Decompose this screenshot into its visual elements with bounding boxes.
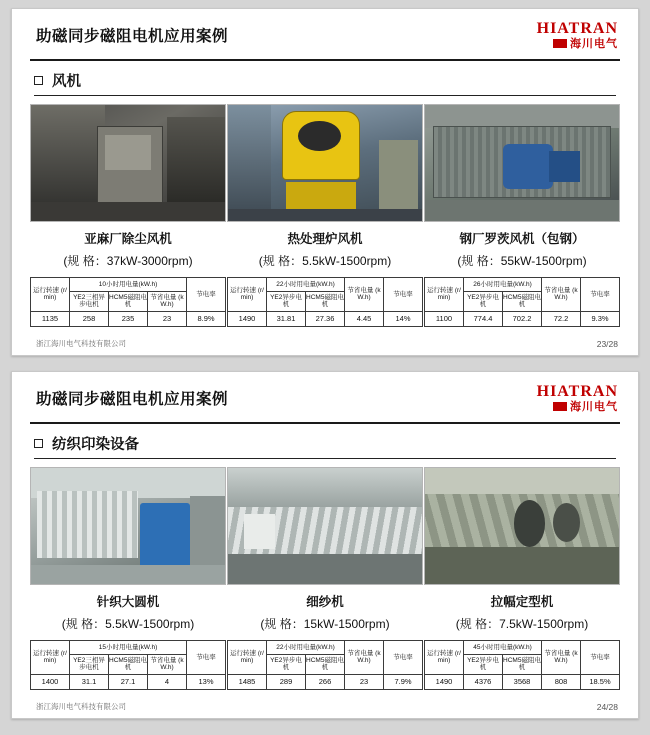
table-header-hcm5: HCM5磁阻电机: [109, 292, 148, 312]
case-caption: 拉幅定型机: [490, 595, 554, 609]
table-group-header: 22小时用电量(kW.h): [267, 641, 345, 655]
square-bullet-icon: [34, 439, 43, 448]
table-header-speed: 运行转速 (r/min): [425, 641, 464, 675]
table-header-rate: 节电率: [581, 278, 620, 312]
case-columns: [30, 104, 620, 327]
stenter-setting-machine-photo: [424, 467, 620, 585]
footer-company: 浙江海川电气科技有限公司: [36, 702, 126, 711]
table-header-hcm5: HCM5磁阻电机: [306, 292, 345, 312]
table-header-ye2: YE2异步电机: [464, 292, 503, 312]
cell-ye2: 31.81: [267, 311, 306, 326]
cell-hcm5: 702.2: [503, 311, 542, 326]
cell-speed: 1100: [425, 311, 464, 326]
cell-hcm5: 27.36: [306, 311, 345, 326]
cell-hcm5: 3568: [503, 674, 542, 689]
logo-text: HIATRAN: [536, 383, 618, 400]
energy-data-table: [424, 277, 620, 327]
case-column: [227, 104, 423, 327]
logo-sub-label: 海川电气: [570, 38, 618, 50]
cell-ye2: 31.1: [70, 674, 109, 689]
table-header-hcm5: HCM5磁阻电机: [306, 655, 345, 675]
cell-ye2: 774.4: [464, 311, 503, 326]
case-caption: 钢厂罗茨风机（包钢）: [459, 232, 585, 246]
table-header-hcm5: HCM5磁阻电机: [109, 655, 148, 675]
table-group-header: 10小时用电量(kW.h): [70, 278, 187, 292]
cell-ye2: 258: [70, 311, 109, 326]
cell-hcm5: 266: [306, 674, 345, 689]
slide-header: [30, 19, 620, 61]
cell-ye2: 4376: [464, 674, 503, 689]
circular-knitting-machine-photo: [30, 467, 226, 585]
case-column: [424, 104, 620, 327]
cell-speed: 1135: [31, 311, 70, 326]
company-logo: [537, 384, 618, 413]
energy-data-table: [30, 277, 226, 327]
table-header-rate: 节电率: [187, 278, 226, 312]
table-header-speed: 运行转速 (r/min): [228, 641, 267, 675]
case-caption: 亚麻厂除尘风机: [84, 232, 172, 246]
cell-saved: 23: [148, 311, 187, 326]
case-column: [227, 467, 423, 690]
cell-saved: 4.45: [345, 311, 384, 326]
table-row: [31, 674, 226, 689]
table-header-ye2: YE2三相异步电机: [70, 292, 109, 312]
case-spec: (规 格：5.5kW-1500rpm): [61, 617, 195, 631]
slide-1: [11, 8, 639, 356]
table-header-speed: 运行转速 (r/min): [31, 641, 70, 675]
table-header-hcm5: HCM5磁阻电机: [503, 292, 542, 312]
page-title: 助磁同步磁阻电机应用案例: [36, 28, 229, 45]
table-header-ye2: YE2异步电机: [464, 655, 503, 675]
case-column: [30, 104, 226, 327]
slide-footer: [36, 701, 618, 712]
cell-rate: 13%: [187, 674, 226, 689]
cell-rate: 7.9%: [384, 674, 423, 689]
cell-hcm5: 27.1: [109, 674, 148, 689]
logo-bar-icon: [553, 39, 567, 48]
footer-company: 浙江海川电气科技有限公司: [36, 339, 126, 348]
table-header-speed: 运行转速 (r/min): [228, 278, 267, 312]
logo-subtext: [537, 402, 618, 413]
case-caption: 热处理炉风机: [287, 232, 363, 246]
table-header-saved: 节省电量 (kW.h): [542, 278, 581, 312]
table-header-saved: 节省电量 (kW.h): [542, 641, 581, 675]
table-group-header: 26小时用电量(kW.h): [464, 278, 542, 292]
cell-saved: 23: [345, 674, 384, 689]
table-header-saved: 节省电量 (kW.h): [148, 292, 187, 312]
heat-treatment-furnace-fan-photo: [227, 104, 423, 222]
section-divider: [34, 458, 616, 459]
case-spec: (规 格：5.5kW-1500rpm): [258, 254, 392, 268]
cell-saved: 4: [148, 674, 187, 689]
case-columns: [30, 467, 620, 690]
energy-data-table: [30, 640, 226, 690]
cell-speed: 1490: [228, 311, 267, 326]
table-header-rate: 节电率: [187, 641, 226, 675]
cell-ye2: 289: [267, 674, 306, 689]
flax-factory-dust-fan-photo: [30, 104, 226, 222]
cell-hcm5: 235: [109, 311, 148, 326]
square-bullet-icon: [34, 76, 43, 85]
table-row: [228, 674, 423, 689]
energy-data-table: [227, 640, 423, 690]
case-column: [424, 467, 620, 690]
section-heading: [34, 433, 616, 454]
section-heading: [34, 70, 616, 91]
cell-speed: 1490: [425, 674, 464, 689]
page-title: 助磁同步磁阻电机应用案例: [36, 391, 229, 408]
section-title: 风机: [52, 74, 81, 90]
cell-saved: 72.2: [542, 311, 581, 326]
cell-rate: 18.5%: [581, 674, 620, 689]
energy-data-table: [424, 640, 620, 690]
case-caption: 细纱机: [306, 595, 344, 609]
logo-sub-label: 海川电气: [570, 401, 618, 413]
page-number: 23/28: [596, 339, 618, 349]
case-spec: (规 格：37kW-3000rpm): [63, 254, 193, 268]
table-group-header: 45小时用电量(kW.h): [464, 641, 542, 655]
case-spec: (规 格：55kW-1500rpm): [457, 254, 587, 268]
cell-saved: 808: [542, 674, 581, 689]
slide-2: [11, 371, 639, 719]
table-header-rate: 节电率: [581, 641, 620, 675]
cell-rate: 9.3%: [581, 311, 620, 326]
energy-data-table: [227, 277, 423, 327]
cell-rate: 8.9%: [187, 311, 226, 326]
table-row: [425, 674, 620, 689]
cell-speed: 1485: [228, 674, 267, 689]
case-spec: (规 格：15kW-1500rpm): [260, 617, 390, 631]
table-header-saved: 节省电量 (kW.h): [345, 278, 384, 312]
section-divider: [34, 95, 616, 96]
table-header-rate: 节电率: [384, 278, 423, 312]
table-header-ye2: YE2三相异步电机: [70, 655, 109, 675]
table-header-ye2: YE2异步电机: [267, 655, 306, 675]
case-column: [30, 467, 226, 690]
table-group-header: 22小时用电量(kW.h): [267, 278, 345, 292]
steel-mill-roots-blower-photo: [424, 104, 620, 222]
cell-speed: 1400: [31, 674, 70, 689]
table-row: [228, 311, 423, 326]
table-header-saved: 节省电量 (kW.h): [148, 655, 187, 675]
company-logo: [537, 21, 618, 50]
page-number: 24/28: [596, 702, 618, 712]
slide-header: [30, 382, 620, 424]
table-header-rate: 节电率: [384, 641, 423, 675]
case-spec: (规 格：7.5kW-1500rpm): [455, 617, 589, 631]
spinning-frame-photo: [227, 467, 423, 585]
case-caption: 针织大圆机: [96, 595, 160, 609]
slide-footer: [36, 338, 618, 349]
table-group-header: 15小时用电量(kW.h): [70, 641, 187, 655]
table-header-ye2: YE2异步电机: [267, 292, 306, 312]
logo-text: HIATRAN: [536, 20, 618, 37]
table-header-speed: 运行转速 (r/min): [31, 278, 70, 312]
table-row: [425, 311, 620, 326]
table-header-saved: 节省电量 (kW.h): [345, 641, 384, 675]
cell-rate: 14%: [384, 311, 423, 326]
table-header-speed: 运行转速 (r/min): [425, 278, 464, 312]
table-row: [31, 311, 226, 326]
logo-subtext: [537, 39, 618, 50]
logo-bar-icon: [553, 402, 567, 411]
table-header-hcm5: HCM5磁阻电机: [503, 655, 542, 675]
section-title: 纺织印染设备: [52, 437, 139, 453]
